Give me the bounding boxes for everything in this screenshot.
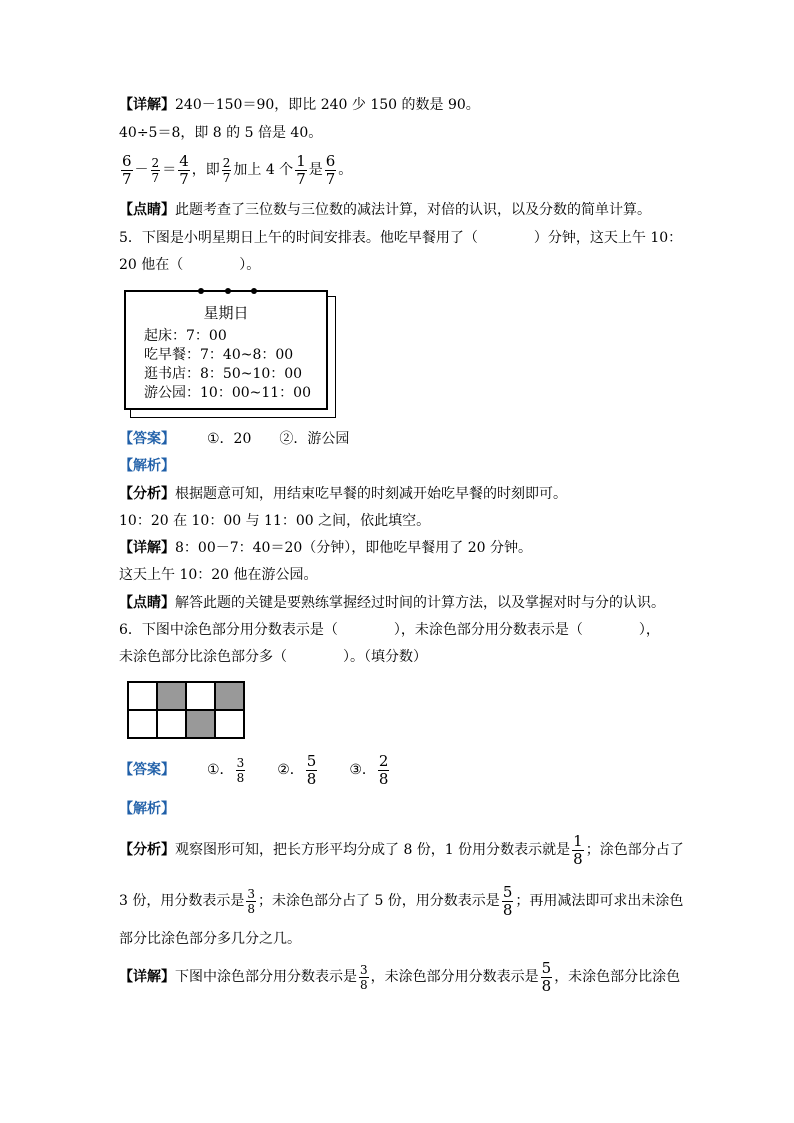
schedule-row: 游公园：10：00~11：00: [144, 385, 311, 401]
xiangjie-text: 8：00－7：40＝20（分钟），即他吃早餐用了 20 分钟。: [175, 540, 532, 556]
equals-sign: ＝: [162, 162, 177, 178]
schedule-row: 逛书店：8：50~10：00: [144, 366, 303, 382]
fenxi-text: 根据题意可知，用结束吃早餐的时刻减开始吃早餐的时刻即可。: [175, 486, 567, 502]
fraction: $\frac{1}{7}$: [296, 151, 306, 188]
answer-2-fraction: $\frac{5}{8}$: [306, 751, 317, 788]
jiexi-tag: 【解析】: [119, 458, 175, 474]
text: ，未涂色部分比涂色: [554, 969, 681, 985]
text: 。: [338, 162, 353, 178]
dianjing-tag: 【点睛】: [119, 202, 175, 218]
q6-fenxi-line-3: 部分比涂色部分多几分之几。: [119, 931, 301, 947]
fraction: $\frac{6}{7}$: [325, 151, 336, 188]
answer-tag: 【答案】: [119, 762, 175, 778]
detail-line-2: [119, 124, 322, 142]
answer-1-fraction: $\frac{3}{8}$: [236, 755, 245, 785]
schedule-row: 起床：7：00: [144, 328, 227, 344]
fraction: $\frac{5}{8}$: [541, 958, 552, 995]
shaded-cell: [215, 682, 244, 710]
answer-2: ②．游公园: [279, 431, 350, 447]
answer-3-label: ③．: [349, 762, 376, 778]
unshaded-cell: [186, 682, 215, 710]
unshaded-cell: [128, 682, 157, 710]
grid-row: [128, 682, 244, 710]
shaded-cell: [186, 710, 215, 738]
fraction: $\frac{3}{8}$: [360, 962, 368, 992]
fenxi-tag: 【分析】: [119, 842, 175, 858]
q6-fenxi-line-2: [119, 881, 683, 921]
grid-row: [128, 710, 244, 738]
fraction: $\frac{4}{7}$: [179, 151, 189, 188]
answer-tag: 【答案】: [119, 431, 175, 447]
dianjing-text: 此题考查了三位数与三位数的减法计算，对倍的认识，以及分数的简单计算。: [175, 202, 651, 218]
schedule-row: 吃早餐：7：40~8：00: [144, 347, 294, 363]
text: ，即: [191, 162, 220, 178]
answer-2-label: ②．: [277, 762, 304, 778]
fenxi-line: [119, 485, 567, 503]
xiangjie-line: [119, 539, 532, 557]
answer-3-fraction: $\frac{2}{8}$: [378, 751, 389, 788]
text: 观察图形可知，把长方形平均分成了 8 份，1 份用分数表示就是: [175, 842, 571, 858]
fraction: $\frac{2}{7}$: [151, 155, 160, 185]
text: ；涂色部分占了: [585, 842, 684, 858]
text: 3 份，用分数表示是: [119, 893, 245, 909]
fenxi-tag: 【分析】: [119, 486, 175, 502]
detail-line-1: [119, 96, 480, 114]
text: 是: [308, 162, 323, 178]
fraction: $\frac{5}{8}$: [502, 882, 513, 919]
q6-xiangjie-line: [119, 957, 680, 997]
dianjing-line: [119, 201, 651, 219]
dianjing-tag: 【点睛】: [119, 595, 175, 611]
question-6-line-1: 6．下图中涂色部分用分数表示是（ ），未涂色部分用分数表示是（ ），: [119, 622, 660, 638]
detail-text-2: 40÷5＝8，即 8 的 5 倍是 40。: [119, 125, 323, 141]
question-5-line-2: 20 他在（ ）。: [119, 257, 261, 273]
detail-tag: 【详解】: [119, 97, 175, 113]
unshaded-cell: [215, 710, 244, 738]
fraction: $\frac{2}{7}$: [222, 155, 231, 185]
fenxi-line-2: 10：20 在 10：00 与 11：00 之间，依此填空。: [119, 513, 431, 529]
text: ，未涂色部分用分数表示是: [370, 969, 539, 985]
binding-dot: [225, 288, 231, 294]
fraction-equation-line: [119, 152, 352, 188]
binding-dot: [198, 288, 204, 294]
question-5-line-1: 5．下图是小明星期日上午的时间安排表。他吃早餐用了（ ）分钟，这天上午 10：: [119, 230, 683, 246]
q6-answer-line: [119, 752, 391, 788]
answer-1: ①．20: [207, 431, 252, 447]
fraction: $\frac{3}{8}$: [247, 886, 255, 916]
fraction-grid: [127, 681, 245, 739]
fraction: $\frac{1}{8}$: [573, 831, 583, 868]
question-6-line-2: 未涂色部分比涂色部分多（ ）。（填分数）: [119, 649, 427, 665]
dianjing-text: 解答此题的关键是要熟练掌握经过时间的计算方法，以及掌握对时与分的认识。: [175, 595, 665, 611]
fraction: $\frac{6}{7}$: [122, 151, 132, 188]
text: 加上 4 个: [233, 162, 294, 178]
q5-answer-line: [119, 430, 349, 448]
xiangjie-tag: 【详解】: [119, 969, 175, 985]
minus-sign: －: [134, 162, 149, 178]
text: ；再用减法即可求出未涂色: [515, 893, 684, 909]
q6-fenxi-line-1: [119, 830, 684, 870]
unshaded-cell: [128, 710, 157, 738]
xiangjie-tag: 【详解】: [119, 540, 175, 556]
answer-1-label: ①．: [207, 762, 234, 778]
text: ；未涂色部分占了 5 份，用分数表示是: [258, 893, 500, 909]
schedule-card-front: [124, 290, 328, 410]
shaded-cell: [157, 682, 186, 710]
schedule-card: [124, 290, 328, 410]
binding-dot: [251, 288, 257, 294]
dianjing-line-2: [119, 594, 665, 612]
unshaded-cell: [157, 710, 186, 738]
detail-text: 240－150＝90，即比 240 少 150 的数是 90。: [175, 97, 480, 113]
schedule-title: 星期日: [203, 304, 249, 322]
text: 下图中涂色部分用分数表示是: [175, 969, 357, 985]
xiangjie-line-2: 这天上午 10：20 他在游公园。: [119, 567, 318, 583]
jiexi-tag-2: 【解析】: [119, 801, 175, 817]
